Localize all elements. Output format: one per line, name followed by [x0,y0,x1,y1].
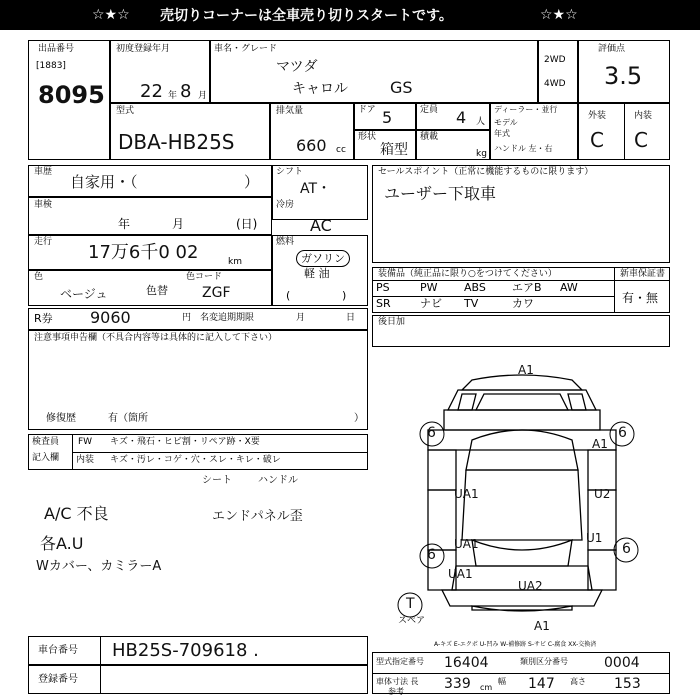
equipment-item: カワ [512,297,534,310]
drive-box [538,40,578,103]
spec-hgt-value: 153 [614,676,641,692]
diagram-legend: A-キズ E-エクボ U-凹み W-補修跡 S-サビ C-腐食 XX-交換済 [434,641,597,648]
displacement-unit: cc [336,145,346,155]
equipment-item: AW [560,281,578,294]
sales-point-box [372,165,670,263]
after-install-box [372,315,670,347]
new-car-label: 新車保証書 [620,269,666,279]
displacement-label: 排気量 [276,106,304,116]
int-value: C [634,128,648,152]
history-value: 自家用・（ [70,173,138,191]
doors-value: 5 [382,108,393,127]
sales-point-value: ユーザー下取車 [384,184,497,203]
dealer-label2: モデル [494,118,518,127]
mileage-label: 走行 [34,237,53,247]
type-value: DBA-HB25S [118,130,235,154]
banner-stars-right: ☆★☆ [540,7,578,23]
diagram-mark-ua1-left: UA1 [454,487,479,501]
displacement-value: 660 [296,136,327,155]
remark-line2: 各A.U [40,534,84,553]
banner-stars-left: ☆★☆ [92,7,130,23]
ext-label: 外装 [588,111,607,121]
lot-code: [1883] [36,61,66,71]
rating-value: 3.5 [604,62,643,90]
equipment-item: PS [376,281,390,294]
ext-int-divider [624,103,625,160]
color-code-value: ZGF [202,285,231,301]
shift-value: AT・ [300,181,332,197]
equipment-label: 装備品（純正品に限り○をつけてください） [378,269,557,279]
inspector-interior: 内装 [76,455,95,465]
warranty-value: 有・無 [622,291,659,305]
recycle-box [28,308,368,330]
first-reg-label: 初度登録年月 [116,44,171,54]
recycle-value: 9060 [90,308,131,327]
notes-box [28,330,368,430]
diagram-mark-ua1-low: UA1 [448,567,473,581]
inspection-month: 月 [172,217,185,231]
dealer-label1: ディーラー・並行 [494,105,558,114]
lot-number: 8095 [38,81,105,109]
first-reg-month-unit: 月 [198,91,208,101]
mileage-unit: km [228,257,242,267]
lot-label: 出品番号 [38,44,75,54]
spec-hgt-label: 高さ [570,677,586,686]
remark-line1: A/C 不良 [44,504,109,523]
tire-rl: 6 [427,547,436,563]
diagram-mark-a1-bottom: A1 [534,619,550,633]
tire-fl: 6 [427,425,436,441]
doors-label: ドア [358,105,376,115]
fuel-gas: ガソリン [296,250,350,267]
color-value: ベージュ [60,287,108,301]
reg-vline [100,665,101,694]
spare-label: スペア [398,616,426,626]
capacity-unit: 人 [476,117,486,127]
fuel-open: ( [286,289,291,302]
shift-label: シフト [276,167,304,177]
capacity-label: 定員 [420,105,439,115]
inspector-row2: キズ・汚レ・コゲ・穴・スレ・キレ・破レ [110,455,281,465]
recycle-day: 日 [346,313,356,323]
rating-label: 評価点 [598,44,626,54]
inspection-label: 車検 [34,200,53,210]
equip-vline [614,267,615,313]
equipment-item: PW [420,281,438,294]
inspector-label1: 検査員 [32,437,60,447]
spec-wid-label: 幅 [498,677,506,686]
fuel-label: 燃料 [276,237,295,247]
color-label: 色 [34,272,44,282]
diagram-mark-u2: U2 [594,487,611,501]
inspector-hline [72,452,368,453]
diagram-mark-ua1-mid: UA1 [454,537,479,551]
recycle-tax-label: 名変追期期限 [200,313,255,323]
spec-len-value: 339 [444,676,471,692]
remark-line4: エンドパネル歪 [212,509,303,524]
dealer-label3: 年式 [494,129,510,138]
mileage-value: 17万6千0 02 [88,242,199,263]
recycle-unit: 円 [182,313,192,323]
color-code-label: 色コード [186,272,223,282]
shape-value: 箱型 [380,142,408,158]
capacity-value: 4 [456,108,467,127]
inspector-note2: ハンドル [258,475,298,486]
inspector-note1: シート [202,475,232,486]
first-reg-year-unit: 年 [168,91,178,101]
notes-label: 注意事項申告欄（不具合内容等は具体的に記入して下さい） [34,333,278,343]
banner-text: 売切りコーナーは全車売り切りスタートです。 [160,8,453,24]
diagram-mark-a1-right: A1 [592,437,608,451]
spare-tire: T [406,596,415,612]
recycle-label: R券 [34,312,53,325]
repair-label: 修復歴 [46,413,76,424]
history-label: 車歴 [34,167,53,177]
equipment-item: ナビ [420,297,442,310]
chassis-value: HB25S-709618 . [112,640,259,661]
repair-close: ） [354,413,364,424]
diagram-mark-u1: U1 [586,531,603,545]
banner [0,0,700,30]
chassis-label: 車台番号 [38,645,78,656]
loading-label: 積載 [420,132,439,142]
remark-line3: Wカバー、カミラーA [36,559,162,574]
sales-point-label: セールスポイント（正常に機能するものに限ります） [378,167,594,177]
dealer-label4: ハンドル 左・右 [494,144,553,153]
history-box [28,165,272,197]
inspector-label2: 記入欄 [32,453,60,463]
reg-box [28,665,368,694]
fuel-close: ) [342,289,347,302]
car-damage-diagram [372,350,672,640]
equipment-item: TV [464,297,479,310]
recycle-month: 月 [296,313,306,323]
inspection-day: (日) [236,217,258,231]
equip-hline2 [372,296,614,297]
history-close: ） [244,173,260,191]
inspection-year: 年 [118,217,131,231]
equipment-item: ABS [464,281,486,294]
model-maker: マツダ [276,59,318,75]
loading-unit: kg [476,149,487,159]
ext-value: C [590,128,604,152]
spec-ref: 参考 [388,687,404,696]
color-change-label: 色替 [146,284,168,297]
first-reg-month: 8 [180,81,192,102]
inspector-fw: FW [78,437,93,447]
spec-class-label: 類別区分番号 [520,657,568,666]
model-name: キャロル [292,81,348,97]
first-reg-year: 22 [140,81,163,102]
spec-wid-value: 147 [528,676,555,692]
repair-value: 有（箇所 [108,413,148,424]
tire-rr: 6 [622,541,631,557]
model-label: 車名・グレード [214,44,278,54]
spec-len-label: 車体寸法 長 [376,677,419,686]
spec-len-unit: cm [480,683,493,692]
spec-class-value: 0004 [604,655,640,671]
shape-label: 形状 [358,132,377,142]
cooler-value: AC [310,216,332,235]
cooler-label: 冷房 [276,200,295,210]
inspector-row1: キズ・飛石・ヒビ割・リペア跡・X要 [110,437,260,447]
equipment-item: SR [376,297,391,310]
equipment-item: エアB [512,281,542,294]
reg-label: 登録番号 [38,674,78,685]
spec-type-label: 型式指定番号 [376,657,424,666]
diagram-mark-ua2: UA2 [518,579,543,593]
after-install-label: 後日加 [378,317,406,327]
spec-hline [372,673,670,674]
drive-4wd: 4WD [544,79,566,89]
type-label: 型式 [116,106,135,116]
diagram-mark-a1-top: A1 [518,363,534,377]
spec-type-value: 16404 [444,655,489,671]
fuel-oil: 軽 油 [304,267,330,280]
model-grade: GS [390,78,413,97]
tire-fr: 6 [618,425,627,441]
drive-2wd: 2WD [544,55,566,65]
int-label: 内装 [634,111,653,121]
